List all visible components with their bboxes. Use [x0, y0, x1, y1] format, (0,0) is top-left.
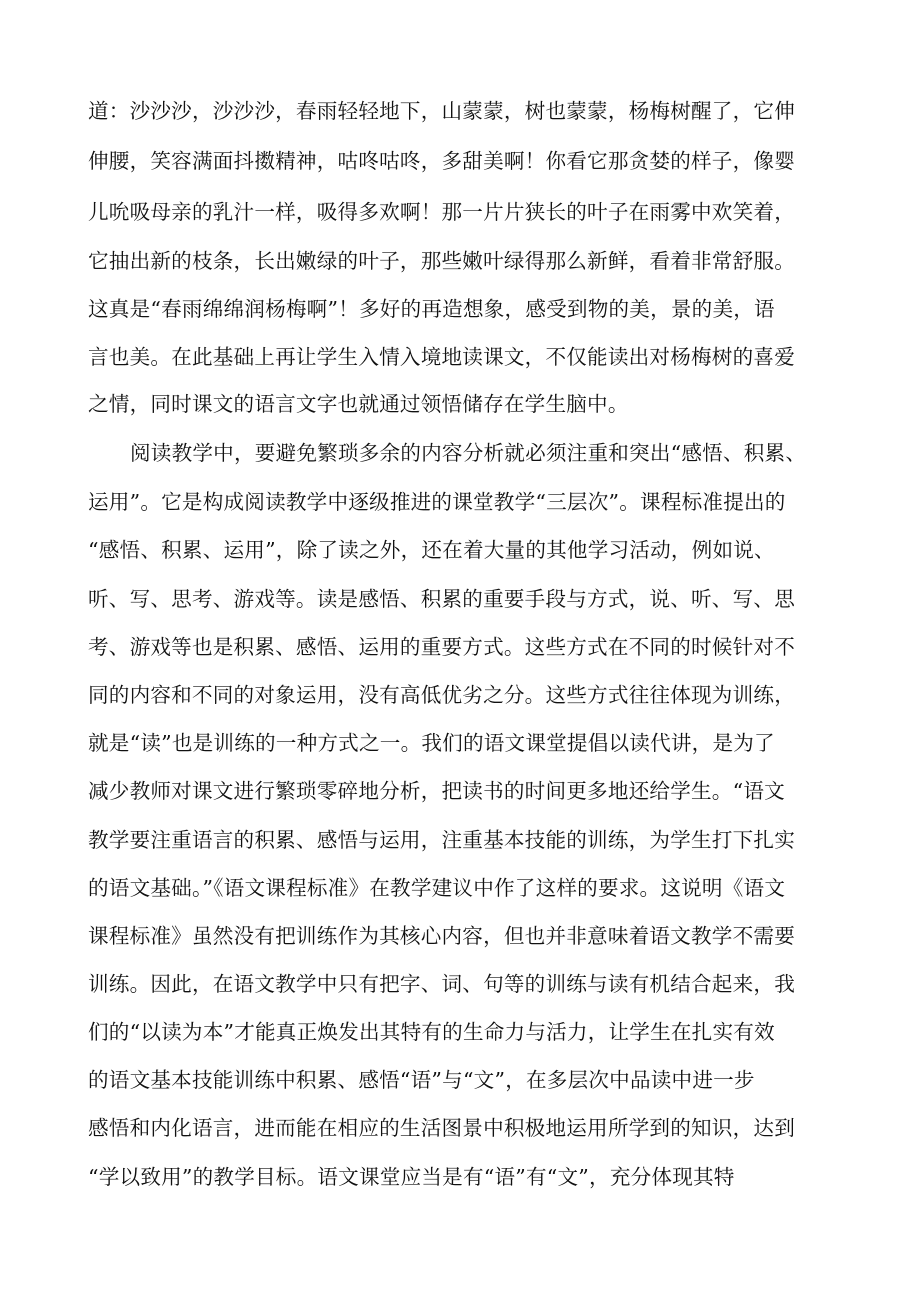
text-line: 听、写、思考、游戏等。读是感悟、积累的重要手段与方式，说、听、写、思	[88, 587, 795, 611]
text-line: “学以致用”的教学目标。语文课堂应当是有“语”有“文”，充分体现其特	[88, 1165, 735, 1189]
text-line: 阅读教学中，要避免繁琐多余的内容分析就必须注重和突出“感悟、积累、	[130, 441, 807, 465]
text-line: “感悟、积累、运用”，除了读之外，还在着大量的其他学习活动，例如说、	[88, 538, 775, 562]
text-line: 它抽出新的枝条，长出嫩绿的叶子，那些嫩叶绿得那么新鲜，看着非常舒服。	[88, 249, 795, 273]
text-line: 减少教师对课文进行繁琐零碎地分析，把读书的时间更多地还给学生。“语文	[88, 779, 785, 803]
text-line: 的语文基本技能训练中积累、感悟“语”与“文”，在多层次中品读中进一步	[88, 1068, 755, 1092]
text-line: 感悟和内化语言，进而能在相应的生活图景中积极地运用所学到的知识，达到	[88, 1116, 795, 1140]
text-line: 之情，同时课文的语言文字也就通过领悟储存在学生脑中。	[88, 392, 629, 416]
text-line: 同的内容和不同的对象运用，没有高低优劣之分。这些方式往往体现为训练，	[88, 683, 795, 707]
text-line: 伸腰，笑容满面抖擞精神，咕咚咕咚，多甜美啊！你看它那贪婪的样子，像婴	[88, 149, 795, 173]
text-line: 道：沙沙沙，沙沙沙，春雨轻轻地下，山蒙蒙，树也蒙蒙，杨梅树醒了，它伸	[88, 99, 795, 123]
text-line: 言也美。在此基础上再让学生入情入境地读课文，不仅能读出对杨梅树的喜爱	[88, 345, 795, 369]
text-line: 课程标准》虽然没有把训练作为其核心内容，但也并非意味着语文教学不需要	[88, 924, 795, 948]
text-line: 运用”。它是构成阅读教学中逐级推进的课堂教学“三层次”。课程标准提出的	[88, 490, 786, 514]
text-line: 教学要注重语言的积累、感悟与运用，注重基本技能的训练，为学生打下扎实	[88, 828, 795, 852]
text-line: 考、游戏等也是积累、感悟、运用的重要方式。这些方式在不同的时候针对不	[88, 635, 795, 659]
text-line: 们的“以读为本”才能真正焕发出其特有的生命力与活力，让学生在扎实有效	[88, 1020, 775, 1044]
text-line: 儿吮吸母亲的乳汁一样，吸得多欢啊！那一片片狭长的叶子在雨雾中欢笑着，	[88, 200, 795, 224]
text-line: 就是“读”也是训练的一种方式之一。我们的语文课堂提倡以读代讲，是为了	[88, 731, 775, 755]
text-line: 的语文基础。”《语文课程标准》在教学建议中作了这样的要求。这说明《语文	[88, 876, 786, 900]
text-line: 这真是“春雨绵绵润杨梅啊”！多好的再造想象，感受到物的美，景的美，语	[88, 297, 775, 321]
text-line: 训练。因此，在语文教学中只有把字、词、句等的训练与读有机结合起来，我	[88, 972, 795, 996]
